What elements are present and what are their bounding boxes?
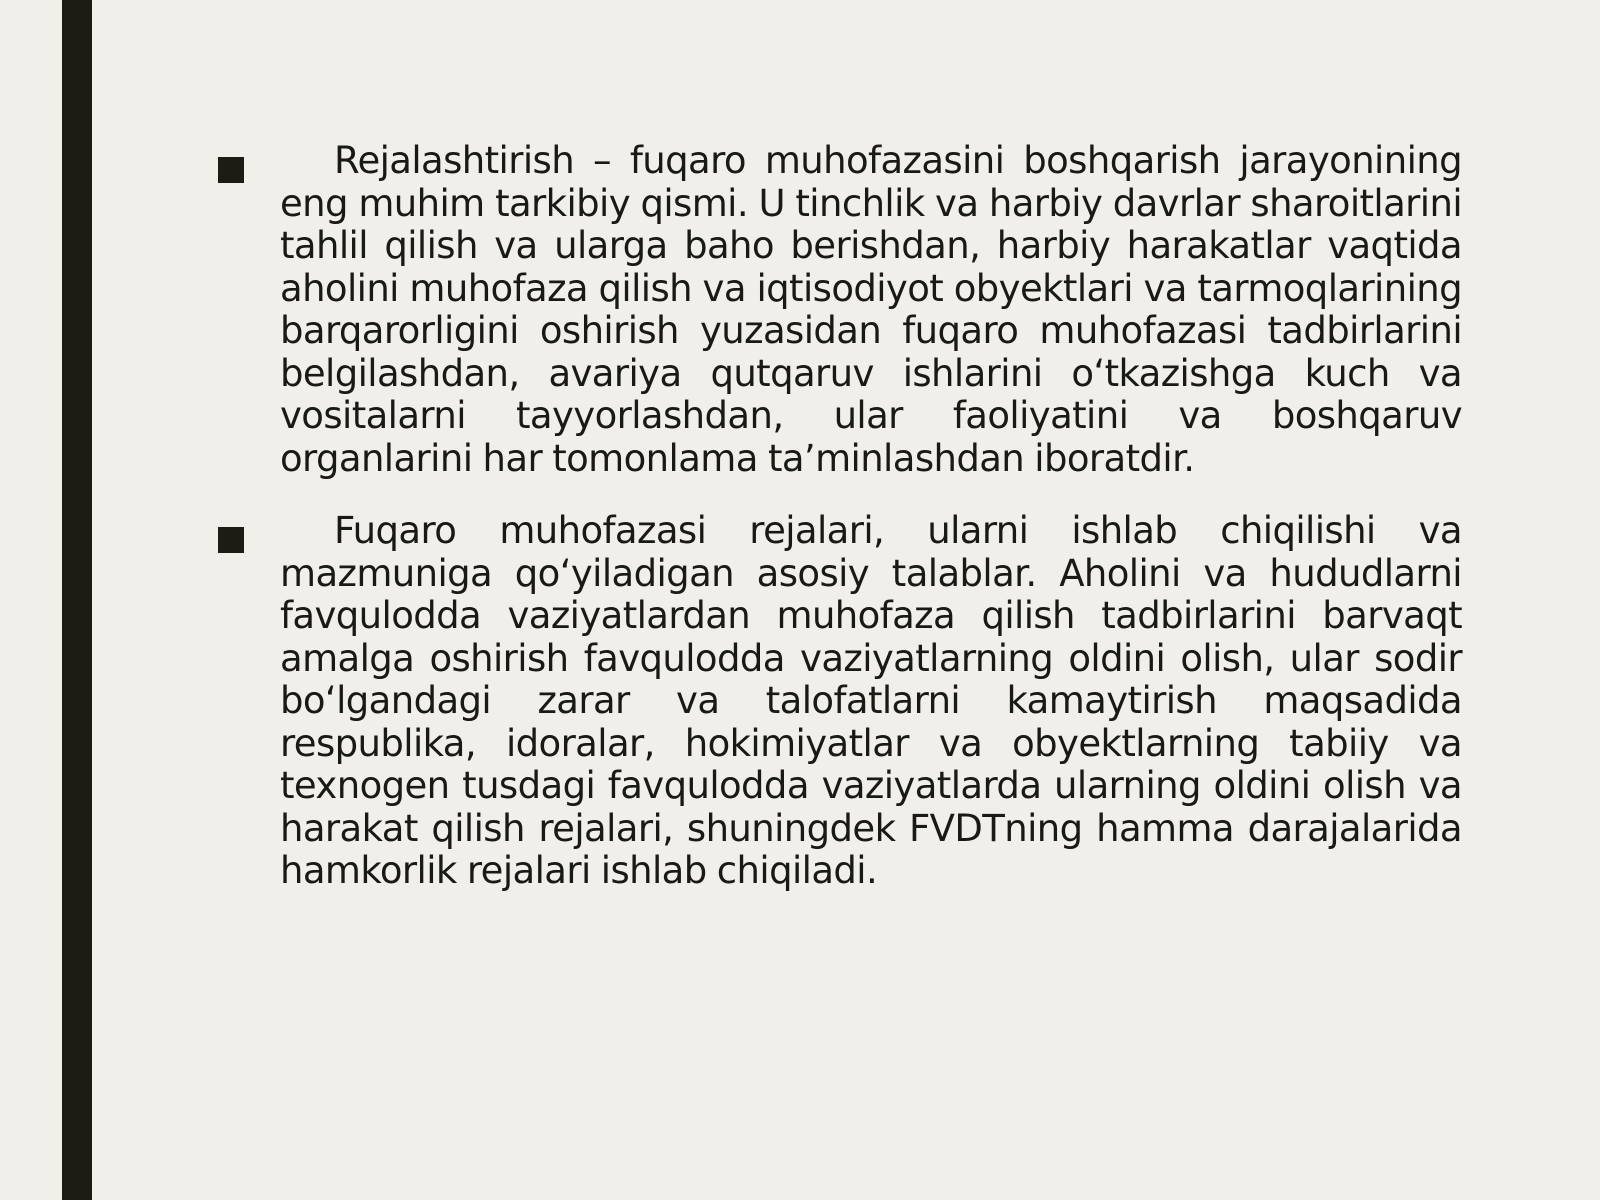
paragraph-planning: Rejalashtirish – fuqaro muhofazasini boshqarish jarayonining eng muhim tarkibiy qismi. U tinchlik va harbiy davrlar sharoitlarini tahlil qilish va ularga baho berishdan, harbiy harakatlar vaqtida aholini muhofaza qilish va iqtisodiyot obyektlari va tarmoqlarining barqarorligini oshirish yuzasidan fuqaro muhofazasi tadbirlarini belgilashdan, avariya qutqaruv ishlarini o‘tkazishga kuch va vositalarni tayyorlashdan, ular faoliyatini va boshqaruv organlarini har tomonlama ta’minlashdan iboratdir.	[280, 139, 1462, 480]
left-accent-bar	[62, 0, 92, 1200]
square-bullet-icon	[218, 157, 244, 183]
paragraph-plans: Fuqaro muhofazasi rejalari, ularni ishlab chiqilishi va mazmuniga qo‘yiladigan asosiy talablar. Aholini va hududlarni favqulodda vaziyatlardan muhofaza qilish tadbirlarini barvaqt amalga oshirish favqulodda vaziyatlarning oldini olish, ular sodir bo‘lgandagi zarar va talofatlarni kamaytirish maqsadida respublika, idoralar, hokimiyatlar va obyektlarning tabiiy va texnogen tusdagi favqulodda vaziyatlarda ularning oldini olish va harakat qilish rejalari, shuningdek FVDTning hamma darajalarida hamkorlik rejalari ishlab chiqiladi.	[280, 509, 1462, 892]
bullet-item-plans	[212, 510, 1462, 893]
square-bullet-icon	[218, 527, 244, 553]
bullet-item-planning	[212, 140, 1462, 480]
slide-content	[212, 140, 1462, 923]
